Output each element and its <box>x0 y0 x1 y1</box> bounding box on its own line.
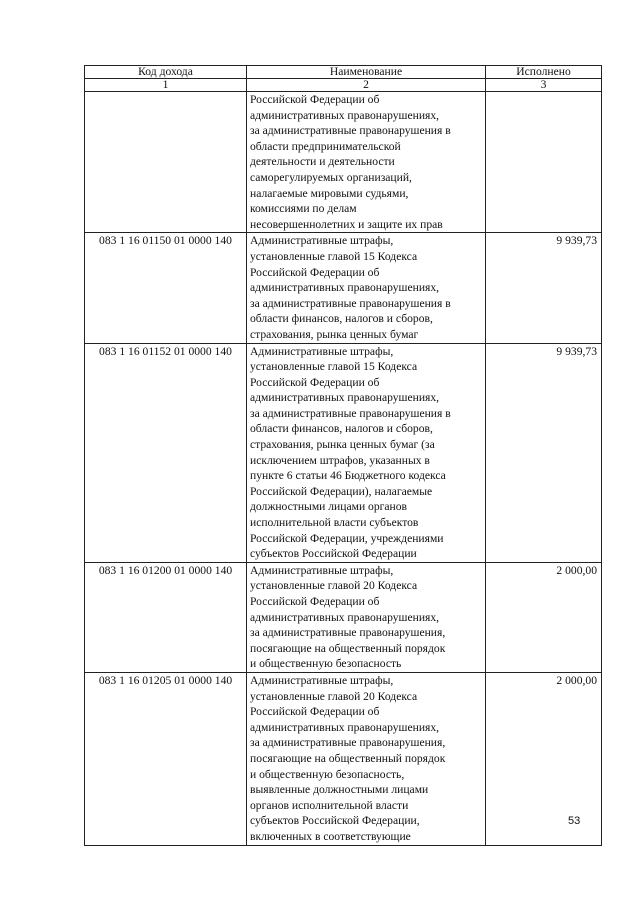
revenue-name-line: несовершеннолетних и защите их прав <box>250 217 443 231</box>
revenue-name-line: Административные штрафы, <box>250 234 394 248</box>
revenue-code: 083 1 16 01200 01 0000 140 <box>85 562 247 672</box>
revenue-name-line: установленные главой 20 Кодекса <box>250 579 418 593</box>
executed-amount: 2 000,00 <box>486 562 602 672</box>
revenue-name-line: исполнительной власти субъектов <box>250 516 419 530</box>
revenue-name-line: установленные главой 20 Кодекса <box>250 689 418 703</box>
revenue-name-line: субъектов Российской Федерации, <box>250 814 420 828</box>
revenue-name-line: и общественную безопасность, <box>250 767 405 781</box>
revenue-name-line: Российской Федерации, учреждениями <box>250 531 444 545</box>
revenue-name-line: административных правонарушениях, <box>250 281 440 295</box>
revenue-name-line: установленные главой 15 Кодекса <box>250 360 418 374</box>
revenue-name-line: области финансов, налогов и сборов, <box>250 312 433 326</box>
revenue-name-line: Российской Федерации об <box>250 93 380 106</box>
revenue-name <box>247 92 486 233</box>
revenue-name-line: Российской Федерации об <box>250 265 380 279</box>
revenue-name-line: Административные штрафы, <box>250 563 394 577</box>
revenue-name-line: административных правонарушениях, <box>250 610 440 624</box>
revenue-name-line: области финансов, налогов и сборов, <box>250 422 433 436</box>
revenue-name-line: области предпринимательской <box>250 139 401 153</box>
revenue-code: 083 1 16 01152 01 0000 140 <box>85 343 247 562</box>
revenue-name-line: за административные правонарушения, <box>250 626 446 640</box>
revenue-name-line: субъектов Российской Федерации <box>250 547 417 561</box>
revenue-name-line: посягающие на общественный порядок <box>250 641 446 655</box>
executed-amount: 2 000,00 <box>486 672 602 845</box>
table-row <box>85 92 602 233</box>
revenue-name-line: Административные штрафы, <box>250 673 394 687</box>
revenue-name <box>247 233 486 343</box>
revenue-name-line: выявленные должностными лицами <box>250 783 429 797</box>
revenue-name-line: страхования, рынка ценных бумаг <box>250 327 419 341</box>
table-row <box>85 343 602 562</box>
revenue-code: 083 1 16 01205 01 0000 140 <box>85 672 247 845</box>
executed-amount: 9 939,73 <box>486 233 602 343</box>
column-number-2: 2 <box>247 79 486 92</box>
column-number-3: 3 <box>486 79 602 92</box>
revenue-name-line: за административные правонарушения в <box>250 406 451 420</box>
revenue-name-line: пункте 6 статьи 46 Бюджетного кодекса <box>250 469 446 483</box>
revenue-name-line: Российской Федерации), налагаемые <box>250 484 433 498</box>
table-row <box>85 562 602 672</box>
header-executed: Исполнено <box>486 66 602 79</box>
header-row <box>85 66 602 79</box>
revenue-name-line: деятельности и деятельности <box>250 155 395 169</box>
revenue-name-line: должностными лицами органов <box>250 500 408 514</box>
revenue-table <box>84 65 602 846</box>
column-number-1: 1 <box>85 79 247 92</box>
header-code: Код дохода <box>85 66 247 79</box>
revenue-name <box>247 562 486 672</box>
revenue-code: 083 1 16 01150 01 0000 140 <box>85 233 247 343</box>
revenue-code <box>85 92 247 233</box>
revenue-name-line: исключением штрафов, указанных в <box>250 453 430 467</box>
revenue-name-line: и общественную безопасность <box>250 657 402 671</box>
executed-amount <box>486 92 602 233</box>
revenue-name-line: за административные правонарушения в <box>250 296 451 310</box>
executed-amount: 9 939,73 <box>486 343 602 562</box>
revenue-name-line: за административные правонарушения в <box>250 124 451 138</box>
page-number: 53 <box>568 815 581 827</box>
revenue-name-line: посягающие на общественный порядок <box>250 751 446 765</box>
revenue-name-line: Российской Федерации об <box>250 705 380 719</box>
revenue-name-line: органов исполнительной власти <box>250 798 409 812</box>
revenue-name-line: Российской Федерации об <box>250 595 380 608</box>
revenue-name-line: административных правонарушениях, <box>250 720 440 734</box>
revenue-name-line: административных правонарушениях, <box>250 108 440 122</box>
revenue-name-line: страхования, рынка ценных бумаг (за <box>250 438 435 452</box>
revenue-name-line: налагаемые мировыми судьями, <box>250 186 409 200</box>
revenue-name-line: административных правонарушениях, <box>250 391 440 405</box>
table-row <box>85 233 602 343</box>
revenue-name-line: за административные правонарушения, <box>250 736 446 750</box>
revenue-name <box>247 672 486 845</box>
revenue-name-line: комиссиями по делам <box>250 202 357 216</box>
revenue-name-line: установленные главой 15 Кодекса <box>250 249 418 263</box>
revenue-name-line: Российской Федерации об <box>250 375 380 389</box>
revenue-name-line: включенных в соответствующие <box>250 829 411 843</box>
revenue-name-line: саморегулируемых организаций, <box>250 170 412 184</box>
table-row <box>85 672 602 845</box>
header-name: Наименование <box>247 66 486 79</box>
revenue-name <box>247 343 486 562</box>
revenue-name-line: Административные штрафы, <box>250 344 394 358</box>
column-number-row <box>85 79 602 92</box>
